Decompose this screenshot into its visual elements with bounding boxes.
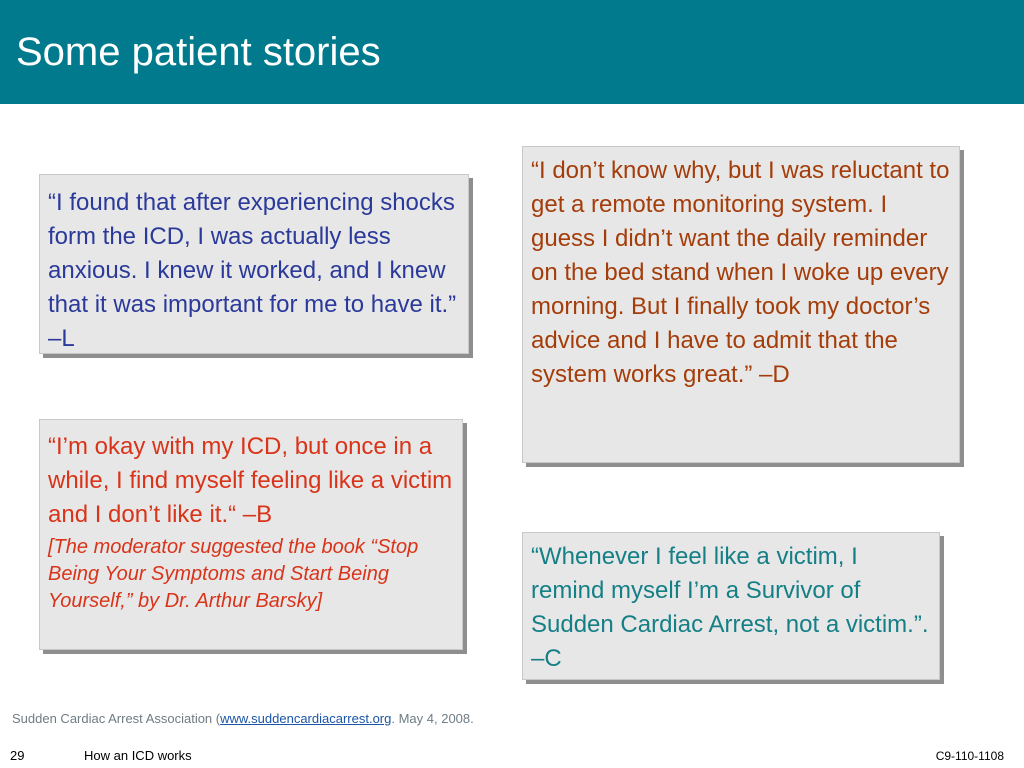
slide-title: Some patient stories	[16, 30, 381, 74]
quote-text-l: “I found that after experiencing shocks form the ICD, I was actually less anxious. I knew it worked, and I knew that it was important for me to have it.” –L	[48, 189, 457, 352]
title-bar	[0, 0, 1024, 104]
quote-text-c: “Whenever I feel like a victim, I remind myself I’m a Survivor of Sudden Cardiac Arrest, not a victim.”. –C	[531, 543, 929, 672]
quote-box-d	[522, 146, 960, 463]
source-link[interactable]: www.suddencardiacarrest.org	[220, 711, 392, 726]
quote-text-d: “I don’t know why, but I was reluctant to get a remote monitoring system. I guess I didn’t want the daily reminder on the bed stand when I woke up every morning. But I finally took my doctor’s advice and I have to admit that the system works great.” –D	[531, 157, 950, 388]
source-citation	[12, 711, 474, 727]
quote-box-b	[39, 419, 463, 650]
source-suffix: . May 4, 2008.	[391, 711, 474, 726]
quote-text-b: “I’m okay with my ICD, but once in a while, I find myself feeling like a victim and I don’t like it.“ –B	[48, 433, 453, 528]
footer-code: C9-110-1108	[935, 749, 1004, 763]
page-number: 29	[10, 748, 25, 763]
source-prefix: Sudden Cardiac Arrest Association (	[12, 711, 221, 726]
footer-section-title: How an ICD works	[84, 748, 192, 763]
quote-box-l	[39, 174, 469, 354]
moderator-note: [The moderator suggested the book “Stop Being Your Symptoms and Start Being Yourself,” by Dr. Arthur Barsky]	[48, 536, 419, 612]
quote-box-c	[522, 532, 940, 680]
